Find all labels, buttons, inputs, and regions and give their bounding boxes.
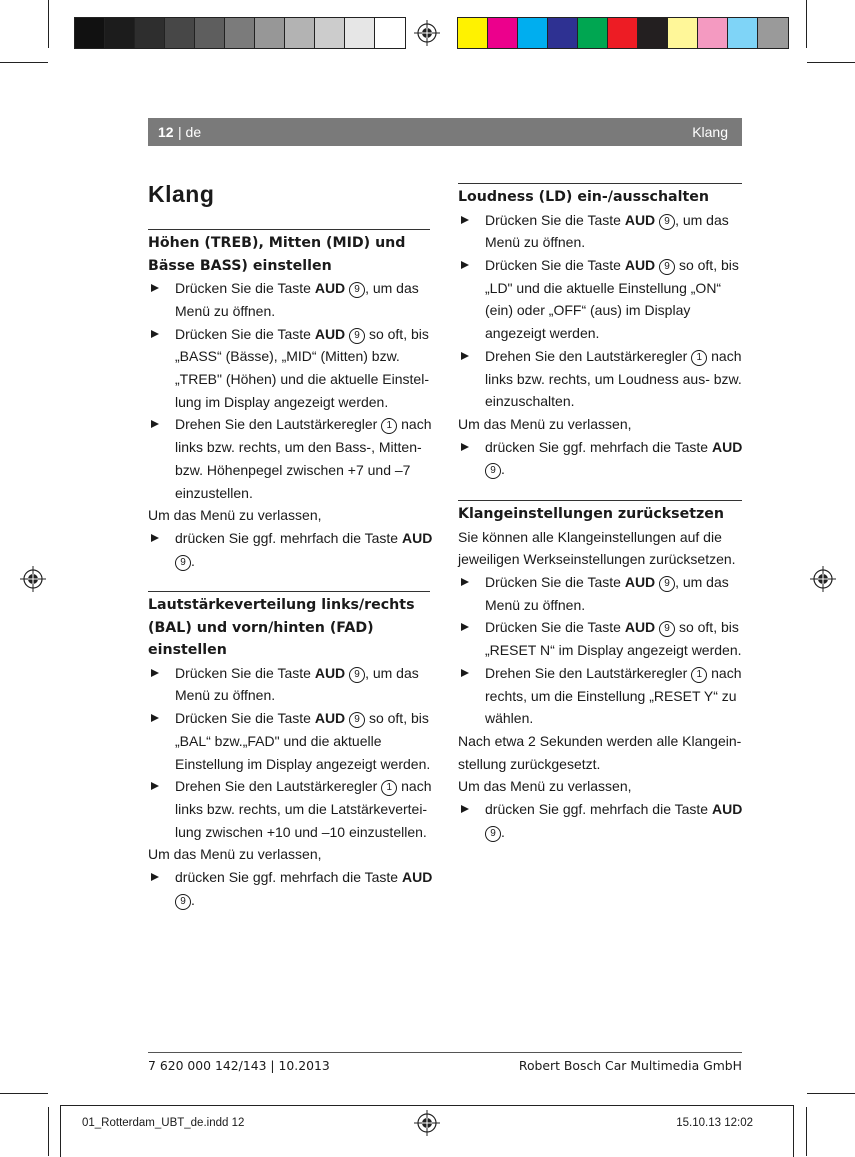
crop-mark xyxy=(806,0,807,48)
key-number-badge: 9 xyxy=(485,463,501,479)
item-text: Drücken Sie die Taste xyxy=(175,325,315,342)
grayscale-bar xyxy=(74,17,406,49)
language-label: | de xyxy=(178,124,202,140)
bullet-arrow-icon xyxy=(151,534,159,542)
color-swatch xyxy=(698,18,728,48)
key-number-badge: 1 xyxy=(691,667,707,683)
color-swatch xyxy=(728,18,758,48)
color-swatch xyxy=(195,18,225,48)
bullet-arrow-icon xyxy=(461,261,469,269)
item-text: Drehen Sie den Lautstärkeregler xyxy=(175,416,382,433)
item-text: so oft, bis „BASS“ (Bässe), „MID“ (Mitten) bzw. „TREB" (Höhen) und die aktuelle Einstel-lung im Display angezeigt werden. xyxy=(175,325,429,410)
key-number-badge: 9 xyxy=(659,259,675,275)
item-text: , um das Menü zu öffnen. xyxy=(485,574,729,613)
section-divider xyxy=(458,183,742,184)
color-swatch xyxy=(255,18,285,48)
key-number-badge: 9 xyxy=(349,328,365,344)
item-text: , um das Menü zu öffnen. xyxy=(485,211,729,251)
key-number-badge: 9 xyxy=(349,712,365,728)
key-number-badge: 9 xyxy=(485,826,501,842)
color-swatch xyxy=(488,18,518,48)
right-section-reset xyxy=(458,503,743,843)
color-swatch xyxy=(758,18,788,48)
key-label: AUD xyxy=(624,211,656,228)
key-number-badge: 1 xyxy=(381,780,397,796)
key-label: AUD xyxy=(711,438,743,455)
list-item xyxy=(458,798,743,843)
item-text: so oft, bis „BAL“ bzw.„FAD" und die aktuelle Einstellung im Display angezeigt werden. xyxy=(175,710,431,772)
color-swatch xyxy=(345,18,375,48)
item-text: so oft, bis „LD" und die aktuelle Einstellung „ON“ (ein) oder „OFF“ (aus) im Display angezeigt werden. xyxy=(485,257,739,342)
item-text: Drücken Sie die Taste xyxy=(175,280,315,297)
item-text: so oft, bis „RESET N“ im Display angezeigt werden. xyxy=(485,619,742,659)
registration-mark-icon xyxy=(20,566,46,592)
list-item xyxy=(148,662,433,707)
list-item xyxy=(458,345,743,413)
color-swatch xyxy=(518,18,548,48)
intro-text: Sie können alle Klangeinstellungen auf die jeweiligen Werkseinstellungen zurücksetzen. xyxy=(458,528,736,568)
page-number: 12 xyxy=(158,124,174,140)
crop-mark xyxy=(0,62,48,63)
item-text: Drücken Sie die Taste xyxy=(175,710,315,727)
item-text: Drücken Sie die Taste xyxy=(485,211,625,228)
color-swatch xyxy=(75,18,105,48)
slug-date: 15.10.13 12:02 xyxy=(676,1117,753,1129)
bullet-arrow-icon xyxy=(151,330,159,338)
right-section-loudness xyxy=(458,186,743,481)
color-swatch xyxy=(285,18,315,48)
crop-mark xyxy=(48,0,49,48)
key-label: AUD xyxy=(314,280,346,297)
list-item xyxy=(148,707,433,775)
color-swatch xyxy=(105,18,135,48)
left-section-treble-mid-bass xyxy=(148,232,433,572)
page-title: Klang xyxy=(148,181,215,207)
color-swatch xyxy=(225,18,255,48)
result-note: Nach etwa 2 Sekunden werden alle Klangein-stellung zurückgesetzt. xyxy=(458,732,742,772)
bullet-arrow-icon xyxy=(461,352,469,360)
key-number-badge: 1 xyxy=(691,350,707,366)
registration-mark-icon xyxy=(810,566,836,592)
section-heading: Klangeinstellungen zurücksetzen xyxy=(458,506,724,522)
key-number-badge: 9 xyxy=(659,621,675,637)
section-heading: Lautstärkeverteilung links/rechts (BAL) und vorn/hinten (FAD) einstellen xyxy=(148,597,415,659)
list-item xyxy=(148,775,433,843)
slug-filename: 01_Rotterdam_UBT_de.indd 12 xyxy=(82,1117,245,1129)
bullet-arrow-icon xyxy=(151,782,159,790)
item-text: Drehen Sie den Lautstärkeregler xyxy=(485,664,692,681)
item-text: . xyxy=(501,823,505,840)
key-label: AUD xyxy=(624,574,656,590)
item-text: drücken Sie ggf. mehrfach die Taste xyxy=(175,529,402,546)
key-label: AUD xyxy=(711,801,743,818)
exit-note: Um das Menü zu verlassen, xyxy=(458,778,632,795)
footer-publisher: Robert Bosch Car Multimedia GmbH xyxy=(518,1058,742,1073)
key-number-badge: 9 xyxy=(659,576,675,592)
section-heading: Höhen (TREB), Mitten (MID) und Bässe BASS) einstellen xyxy=(148,235,406,274)
item-text: drücken Sie ggf. mehrfach die Taste xyxy=(485,438,712,455)
section-divider xyxy=(148,591,430,592)
color-swatch xyxy=(135,18,165,48)
list-item xyxy=(458,436,743,481)
color-swatch xyxy=(578,18,608,48)
color-swatch xyxy=(638,18,668,48)
color-swatch xyxy=(458,18,488,48)
color-swatch xyxy=(375,18,405,48)
bullet-arrow-icon xyxy=(461,578,469,586)
bullet-arrow-icon xyxy=(151,420,159,428)
list-item xyxy=(458,571,743,616)
item-text: Drücken Sie die Taste xyxy=(485,257,625,273)
item-text: . xyxy=(501,461,505,478)
list-item xyxy=(148,413,433,504)
item-text: nach links bzw. rechts, um Loudness aus- bzw. einzuschalten. xyxy=(485,347,742,410)
item-text: nach links bzw. rechts, um die Latstärkevertei-lung zwischen +10 und –10 einzustellen. xyxy=(175,778,432,840)
list-item xyxy=(458,254,743,345)
key-label: AUD xyxy=(624,257,656,273)
item-text: Drehen Sie den Lautstärkeregler xyxy=(175,778,382,795)
key-number-badge: 1 xyxy=(381,418,397,434)
bullet-arrow-icon xyxy=(151,714,159,722)
key-number-badge: 9 xyxy=(175,555,191,571)
bullet-arrow-icon xyxy=(151,284,159,292)
page-header xyxy=(148,118,742,146)
registration-mark-icon xyxy=(414,20,440,46)
color-bar xyxy=(457,17,789,49)
crop-mark xyxy=(807,1093,855,1094)
key-number-badge: 9 xyxy=(175,894,191,910)
item-text: Drücken Sie die Taste xyxy=(485,619,625,636)
item-text: Drücken Sie die Taste xyxy=(485,574,625,590)
color-swatch xyxy=(315,18,345,48)
bullet-arrow-icon xyxy=(151,873,159,881)
key-number-badge: 9 xyxy=(349,667,365,683)
footer-divider xyxy=(148,1052,742,1053)
bullet-arrow-icon xyxy=(461,623,469,631)
bullet-arrow-icon xyxy=(461,443,469,451)
list-item xyxy=(458,662,743,730)
item-text: nach rechts, um die Einstellung „RESET Y“ zu wählen. xyxy=(485,664,742,727)
exit-note: Um das Menü zu verlassen, xyxy=(148,846,322,863)
crop-mark xyxy=(807,62,855,63)
list-item xyxy=(148,323,433,414)
crop-mark xyxy=(48,1107,49,1156)
section-divider xyxy=(148,229,430,230)
list-item xyxy=(458,209,743,254)
key-number-badge: 9 xyxy=(659,214,675,230)
section-divider xyxy=(458,500,742,501)
item-text: . xyxy=(191,891,195,908)
key-label: AUD xyxy=(314,710,346,727)
item-text: drücken Sie ggf. mehrfach die Taste xyxy=(485,801,712,818)
item-text: Drücken Sie die Taste xyxy=(175,664,315,681)
item-text: , um das Menü zu öffnen. xyxy=(175,664,419,704)
key-number-badge: 9 xyxy=(349,282,365,298)
footer-doc-number: 7 620 000 142/143 | 10.2013 xyxy=(148,1058,330,1073)
item-text: . xyxy=(191,552,195,569)
slug-box xyxy=(60,1105,794,1157)
key-label: AUD xyxy=(624,619,656,636)
item-text: , um das Menü zu öffnen. xyxy=(175,280,419,319)
item-text: nach links bzw. rechts, um den Bass-, Mitten- bzw. Höhenpegel zwischen +7 und –7 einzustellen. xyxy=(175,416,432,501)
color-swatch xyxy=(165,18,195,48)
exit-note: Um das Menü zu verlassen, xyxy=(148,507,322,524)
item-text: drücken Sie ggf. mehrfach die Taste xyxy=(175,869,402,886)
list-item xyxy=(458,616,743,661)
exit-note: Um das Menü zu verlassen, xyxy=(458,415,632,432)
crop-mark xyxy=(0,1093,48,1094)
bullet-arrow-icon xyxy=(151,669,159,677)
key-label: AUD xyxy=(314,664,346,681)
key-label: AUD xyxy=(314,325,346,342)
item-text: Drehen Sie den Lautstärkeregler xyxy=(485,347,692,364)
section-heading: Loudness (LD) ein-/ausschalten xyxy=(458,189,709,205)
bullet-arrow-icon xyxy=(461,669,469,677)
crop-mark xyxy=(806,1107,807,1156)
color-swatch xyxy=(608,18,638,48)
list-item xyxy=(148,277,433,322)
key-label: AUD xyxy=(401,869,433,886)
bullet-arrow-icon xyxy=(461,216,469,224)
bullet-arrow-icon xyxy=(461,805,469,813)
list-item xyxy=(148,866,433,911)
key-label: AUD xyxy=(401,529,433,546)
left-section-balance-fader xyxy=(148,594,433,912)
color-swatch xyxy=(668,18,698,48)
color-swatch xyxy=(548,18,578,48)
section-label: Klang xyxy=(692,124,728,140)
list-item xyxy=(148,527,433,572)
